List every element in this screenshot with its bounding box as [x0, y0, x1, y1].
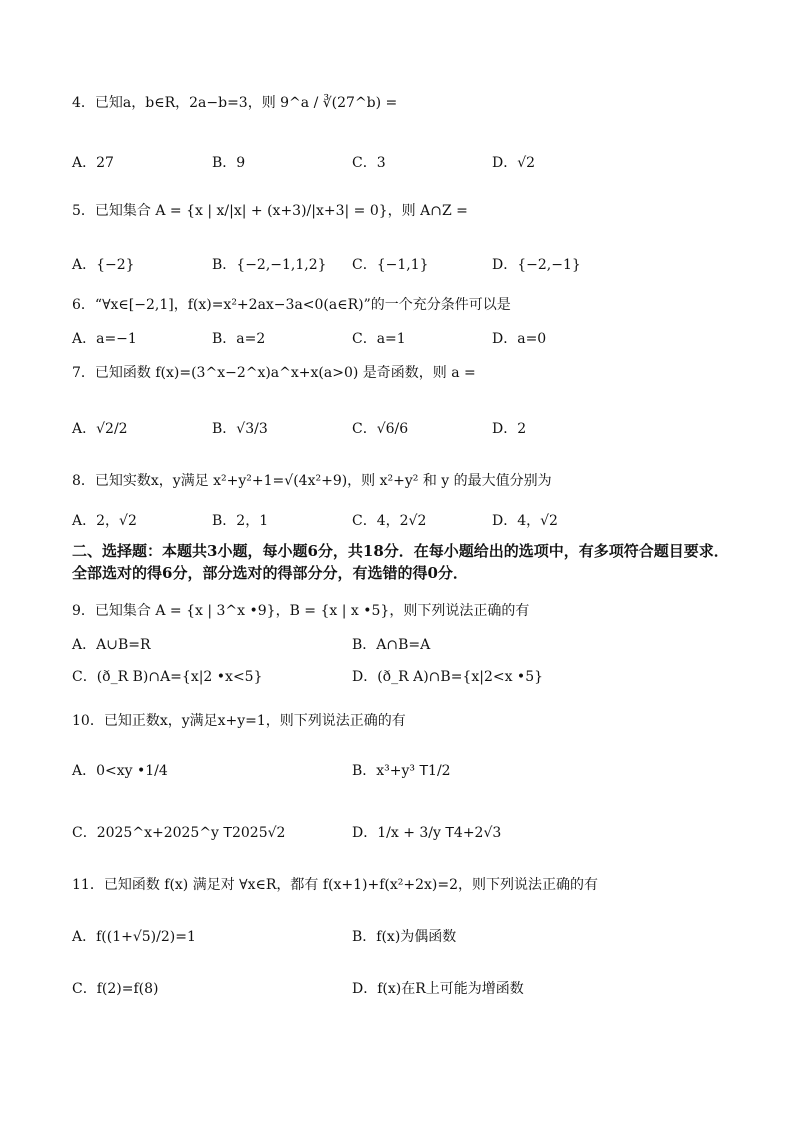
question-10-stem [72, 710, 406, 730]
q9-option-d[interactable] [352, 666, 543, 686]
q5-option-b-label: B．{−2,−1,1,2} [212, 257, 327, 273]
question-9-stem [72, 600, 529, 620]
q7-option-b-label: B．√3/3 [212, 421, 268, 437]
q6-option-d[interactable] [492, 328, 546, 348]
q7-option-a-label: A．√2/2 [72, 421, 128, 437]
q10-option-c[interactable] [72, 822, 285, 842]
q10-option-d-label: D．1/x + 3/y 𝖳4+2√3 [352, 825, 502, 841]
question-11-stem [72, 874, 598, 894]
q9-option-b-label: B．A∩B=A [352, 637, 431, 653]
question-4-text: 4．已知a，b∈R，2a−b=3，则 9^a / ∛(27^b) = [72, 95, 398, 111]
q7-option-b[interactable] [212, 418, 268, 438]
q7-option-c[interactable] [352, 418, 408, 438]
question-7-stem [72, 362, 476, 382]
q9-option-d-label: D．(ð_R A)∩B={x|2<x •5} [352, 669, 544, 685]
q11-option-a-label: A．f((1+√5)/2)=1 [72, 929, 196, 945]
question-6-stem [72, 294, 511, 314]
q11-option-b-label: B．f(x)为偶函数 [352, 929, 457, 945]
question-5-stem [72, 200, 468, 220]
section-2-heading: 二、选择题：本题共3小题，每小题6分，共18分．在每小题给出的选项中，有多项符合题目要求．全部选对的得6分，部分选对的得部分分，有选错的得0分． [72, 542, 729, 582]
q11-option-c-label: C．f(2)=f(8) [72, 981, 159, 997]
q9-option-a[interactable] [72, 634, 151, 654]
q8-option-a[interactable] [72, 510, 137, 530]
q6-option-a[interactable] [72, 328, 137, 348]
q9-option-a-label: A．A∪B=R [72, 637, 151, 653]
q8-option-b-label: B．2，1 [212, 513, 269, 529]
q4-option-c-label: C．3 [352, 155, 386, 171]
q7-option-a[interactable] [72, 418, 128, 438]
question-6-text: 6．“∀x∈[−2,1]，f(x)=x²+2ax−3a<0(a∈R)”的一个充分条件可以是 [72, 297, 511, 313]
q4-option-d-label: D．√2 [492, 155, 536, 171]
q7-option-c-label: C．√6/6 [352, 421, 409, 437]
q11-option-b[interactable] [352, 926, 456, 946]
q5-option-d-label: D．{−2,−1} [492, 257, 581, 273]
q4-option-a-label: A．27 [72, 155, 114, 171]
q8-option-d[interactable] [492, 510, 558, 530]
question-4-stem [72, 92, 397, 112]
q5-option-a[interactable] [72, 254, 135, 274]
q9-option-b[interactable] [352, 634, 430, 654]
q6-option-b-label: B．a=2 [212, 331, 266, 347]
question-10-text: 10．已知正数x，y满足x+y=1，则下列说法正确的有 [72, 713, 406, 729]
q4-option-b[interactable] [212, 152, 245, 172]
q11-option-c[interactable] [72, 978, 158, 998]
q9-option-c-label: C．(ð_R B)∩A={x|2 •x<5} [72, 669, 263, 685]
question-9-text: 9．已知集合 A = {x | 3^x •9}，B = {x | x •5}，则下列说法正确的有 [72, 603, 530, 619]
q8-option-c-label: C．4，2√2 [352, 513, 427, 529]
question-8-text: 8．已知实数x，y满足 x²+y²+1=√(4x²+9)，则 x²+y² 和 y 的最大值分别为 [72, 473, 552, 489]
q7-option-d[interactable] [492, 418, 526, 438]
q4-option-a[interactable] [72, 152, 114, 172]
q5-option-c-label: C．{−1,1} [352, 257, 429, 273]
q7-option-d-label: D．2 [492, 421, 527, 437]
question-5-text: 5．已知集合 A = {x | x/|x| + (x+3)/|x+3| = 0}，则 A∩Z = [72, 203, 468, 219]
q10-option-c-label: C．2025^x+2025^y 𝖳2025√2 [72, 825, 286, 841]
q6-option-c-label: C．a=1 [352, 331, 406, 347]
q5-option-c[interactable] [352, 254, 429, 274]
q11-option-d[interactable] [352, 978, 524, 998]
q11-option-d-label: D．f(x)在R上可能为增函数 [352, 981, 524, 997]
q6-option-a-label: A．a=−1 [72, 331, 137, 347]
q6-option-c[interactable] [352, 328, 406, 348]
q10-option-a-label: A．0<xy •1/4 [72, 763, 168, 779]
question-8-stem [72, 470, 552, 490]
q6-option-d-label: D．a=0 [492, 331, 547, 347]
q10-option-b[interactable] [352, 760, 451, 780]
q10-option-a[interactable] [72, 760, 168, 780]
q5-option-a-label: A．{−2} [72, 257, 135, 273]
q10-option-d[interactable] [352, 822, 501, 842]
q8-option-b[interactable] [212, 510, 268, 530]
q5-option-d[interactable] [492, 254, 581, 274]
question-7-text: 7．已知函数 f(x)=(3^x−2^x)a^x+x(a>0) 是奇函数，则 a = [72, 365, 476, 381]
q4-option-c[interactable] [352, 152, 386, 172]
q8-option-d-label: D．4，√2 [492, 513, 558, 529]
q4-option-b-label: B．9 [212, 155, 246, 171]
q8-option-c[interactable] [352, 510, 426, 530]
q11-option-a[interactable] [72, 926, 196, 946]
q6-option-b[interactable] [212, 328, 265, 348]
q4-option-d[interactable] [492, 152, 535, 172]
question-11-text: 11．已知函数 f(x) 满足对 ∀x∈R，都有 f(x+1)+f(x²+2x)=2，则下列说法正确的有 [72, 877, 599, 893]
q5-option-b[interactable] [212, 254, 327, 274]
q10-option-b-label: B．x³+y³ 𝖳1/2 [352, 763, 451, 779]
q8-option-a-label: A．2，√2 [72, 513, 137, 529]
q9-option-c[interactable] [72, 666, 263, 686]
